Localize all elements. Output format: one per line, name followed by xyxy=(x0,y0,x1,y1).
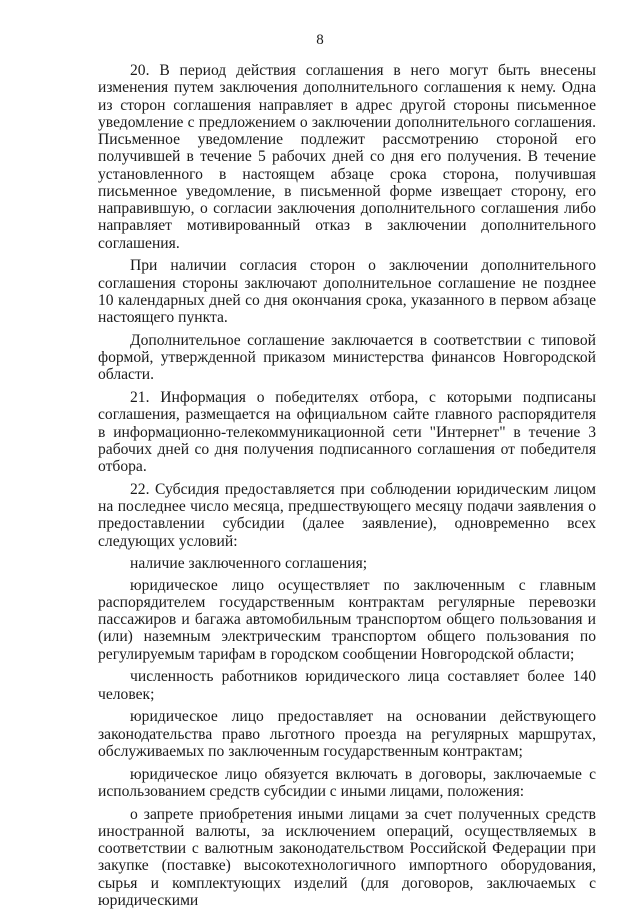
condition-employees: численность работников юридического лица составляет более 140 человек; xyxy=(98,668,596,703)
provision-currency-ban: о запрете приобретения иными лицами за счет полученных средств иностранной валюты, за исключением операций, осуществляемых в соответствии с валютным законодательством Российской Федерации при закупке (поставке) высокотехнологичного импортного оборудования, сырья и комплектующих изделий (для договоров, заключаемых с юридическими xyxy=(98,805,596,909)
paragraph-20: 20. В период действия соглашения в него могут быть внесены изменения путем заключения дополнительного соглашения к нему. Одна из сторон соглашения направляет в адрес другой стороны письменное уведомление с предложением о заключении дополнительного соглашения. Письменное уведомление подлежит рассмотрению стороной его получившей в течение 5 рабочих дней со дня его получения. В течение установленного в настоящем абзаце срока сторона, получившая письменное уведомление, в письменной форме извещает сторону, его направившую, о согласии заключения дополнительного соглашения либо направляет мотивированный отказ в заключении дополнительного соглашения. xyxy=(98,62,596,252)
document-body xyxy=(98,62,596,915)
paragraph-21: 21. Информация о победителях отбора, с которыми подписаны соглашения, размещается на официальном сайте главного распорядителя в информационно-телекоммуникационной сети "Интернет" в течение 3 рабочих дней со дня получения подписанного соглашения от победителя отбора. xyxy=(98,389,596,475)
condition-contract-provisions: юридическое лицо обязуется включать в договоры, заключаемые с использованием средств субсидии с иными лицами, положения: xyxy=(98,765,596,800)
condition-agreement: наличие заключенного соглашения; xyxy=(130,555,368,573)
paragraph-standard-form: Дополнительное соглашение заключается в соответствии с типовой формой, утвержденной приказом министерства финансов Новгородской области. xyxy=(98,331,596,384)
page-number: 8 xyxy=(316,32,324,48)
paragraph-consent: При наличии согласия сторон о заключении дополнительного соглашения стороны заключают дополнительное соглашение не позднее 10 календарных дней со дня окончания срока, указанного в первом абзаце настоящего пункта. xyxy=(98,257,596,326)
condition-preferential-travel: юридическое лицо предоставляет на основании действующего законодательства право льготного проезда на регулярных маршрутах, обслуживаемых по заключенным государственным контрактам; xyxy=(98,708,596,760)
paragraph-22: 22. Субсидия предоставляется при соблюдении юридическим лицом на последнее число месяца, предшествующего месяцу подачи заявления о предоставлении субсидии (далее заявление), одновременно всех следующих условий: xyxy=(98,480,596,550)
condition-contracts: юридическое лицо осуществляет по заключенным с главным распорядителем государственным контрактам регулярные перевозки пассажиров и багажа автомобильным транспортом общего пользования и (или) наземным электрическим транспортом общего пользования по регулируемым тарифам в городском сообщении Новгородской области; xyxy=(98,576,596,663)
